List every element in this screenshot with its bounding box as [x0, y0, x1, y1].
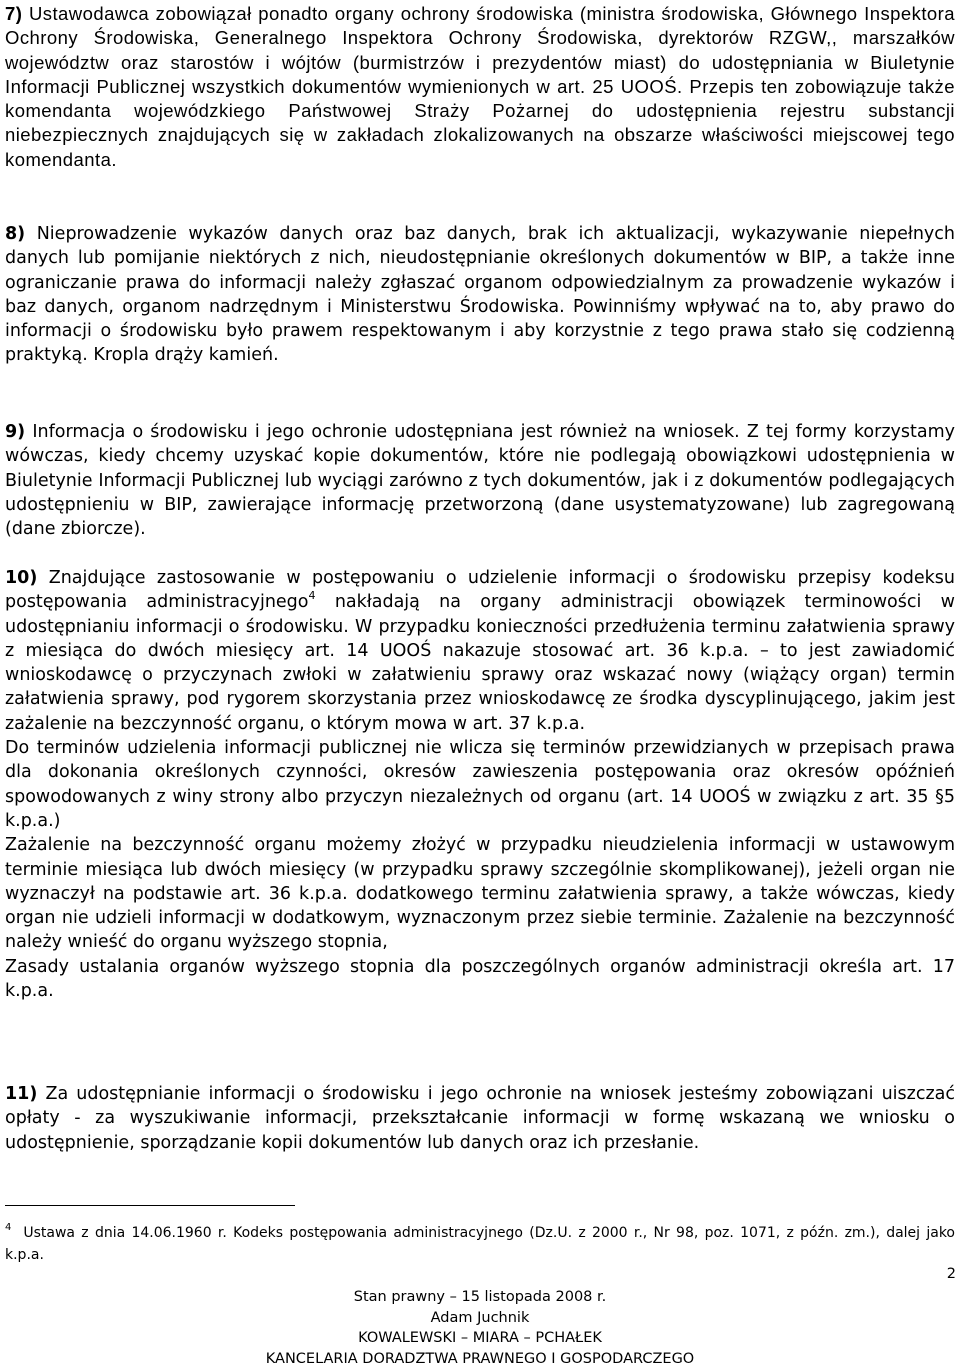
paragraph-text: Znajdujące zastosowanie w postępowaniu o udzielenie informacji o środowisku przepisy kodeksu postępowania administracyjnego: [5, 568, 955, 612]
paragraph-10-part-4: Zasady ustalania organów wyższego stopnia dla poszczególnych organów administracji określa art. 17 k.p.a.: [5, 955, 955, 1004]
paragraph-10-part-1: [5, 566, 955, 736]
paragraph-text: Nieprowadzenie wykazów danych oraz baz danych, brak ich aktualizacji, wykazywanie niepełnych danych lub pomijanie niektórych z nich, nieudostępnianie określonych dokumentów w BIP, a także inne ograniczanie prawa do informacji należy zgłaszać organom odpowiedzialnym za prowadzenie wykazów i baz danych, organom nadrzędnym i Ministerstwu Środowiska. Powinniśmy wpływać na to, aby prawo do informacji o środowisku było prawem respektowanym i aby korzystnie z tego prawa stało się codzienną praktyką. Kropla drąży kamień.: [5, 224, 955, 365]
paragraph-10: [5, 566, 955, 1003]
paragraph-number: 10): [5, 568, 37, 588]
footnote: [5, 1222, 955, 1266]
paragraph-number: 8): [5, 224, 25, 244]
footnote-number: 4: [5, 1222, 11, 1233]
page-number: 2: [947, 1266, 956, 1282]
paragraph-number: 7): [5, 3, 22, 24]
paragraph-7: [5, 2, 955, 172]
paragraph-text: nakładają na organy administracji obowiązek terminowości w udostępnianiu informacji o środowisku. W przypadku konieczności przedłużenia terminu załatwienia sprawy z miesiąca do dwóch miesięcy art. 14 UOOŚ nakazuje stosować art. 36 k.p.a. – to jest zawiadomić wnioskodawcę o przyczynach zwłoki w załatwieniu sprawy oraz wskazać nowy (wiążący organ) termin załatwienia sprawy, pod rygorem skorzystania przez wnioskodawcę ze środka dyscyplinującego, jakim jest zażalenie na bezczynność organu, o którym mowa w art. 37 k.p.a.: [5, 592, 955, 733]
footnote-reference: 4: [309, 589, 316, 602]
footer-legal-status: Stan prawny – 15 listopada 2008 r.: [0, 1287, 960, 1308]
footnote-text: Ustawa z dnia 14.06.1960 r. Kodeks postępowania administracyjnego (Dz.U. z 2000 r., Nr 98, poz. 1071, z późn. zm.), dalej jako k.p.a.: [5, 1225, 955, 1263]
footer-firm-name: KANCELARIA DORADZTWA PRAWNEGO I GOSPODARCZEGO: [0, 1349, 960, 1369]
paragraph-number: 11): [5, 1084, 37, 1104]
paragraph-text: Ustawodawca zobowiązał ponadto organy ochrony środowiska (ministra środowiska, Głównego Inspektora Ochrony Środowiska, Generalnego Inspektora Ochrony Środowiska, dyrektorów RZGW,, marszałków województw oraz starostów i wójtów (burmistrzów i prezydentów miast) do udostępniania w Biuletynie Informacji Publicznej wszystkich dokumentów wymienionych w art. 25 UOOŚ. Przepis ten zobowiązuje także komendanta wojewódzkiego Państwowej Straży Pożarnej do udostępnienia rejestru substancji niebezpiecznych znajdujących się w zakładach zlokalizowanych na obszarze właściwości miejscowej tego komendanta.: [5, 3, 955, 170]
paragraph-10-part-2: Do terminów udzielenia informacji publicznej nie wlicza się terminów przewidzianych w przepisach prawa dla dokonania określonych czynności, okresów zawieszenia postępowania oraz okresów opóźnień spowodowanych z winy strony albo przyczyn niezależnych od organu (art. 14 UOOŚ w związku z art. 35 §5 k.p.a.): [5, 736, 955, 833]
paragraph-number: 9): [5, 422, 25, 442]
page-footer: [0, 1287, 960, 1369]
paragraph-8: [5, 222, 955, 368]
footer-author: Adam Juchnik: [0, 1308, 960, 1329]
paragraph-9: [5, 420, 955, 541]
paragraph-10-part-3: Zażalenie na bezczynność organu możemy złożyć w przypadku nieudzielenia informacji w ustawowym terminie miesiąca lub dwóch miesięcy (w przypadku sprawy szczególnie skomplikowanej), jeżeli organ nie wyznaczył na podstawie art. 36 k.p.a. dodatkowego terminu załatwienia sprawy, a także wówczas, kiedy organ nie udzieli informacji w dodatkowym, wyznaczonym przez siebie terminie. Zażalenie na bezczynność należy wnieść do organu wyższego stopnia,: [5, 833, 955, 954]
paragraph-11: [5, 1082, 955, 1155]
footnote-separator: [5, 1205, 295, 1206]
footer-firm-partners: KOWALEWSKI – MIARA – PCHAŁEK: [0, 1328, 960, 1349]
paragraph-text: Za udostępnianie informacji o środowisku i jego ochronie na wniosek jesteśmy zobowiązani uiszczać opłaty - za wyszukiwanie informacji, przekształcanie informacji w formę wskazaną we wniosku o udostępnienie, sporządzanie kopii dokumentów lub danych oraz ich przesłanie.: [5, 1084, 955, 1153]
paragraph-text: Informacja o środowisku i jego ochronie udostępniana jest również na wniosek. Z tej formy korzystamy wówczas, kiedy chcemy uzyskać kopie dokumentów, które nie podlegają obowiązkowi udostępnienia w Biuletynie Informacji Publicznej lub wyciągi zarówno z tych dokumentów, jak i z dokumentów podlegających udostępnieniu w BIP, zawierające informację przetworzoną (dane usystematyzowane) lub zagregowaną (dane zbiorcze).: [5, 422, 955, 539]
